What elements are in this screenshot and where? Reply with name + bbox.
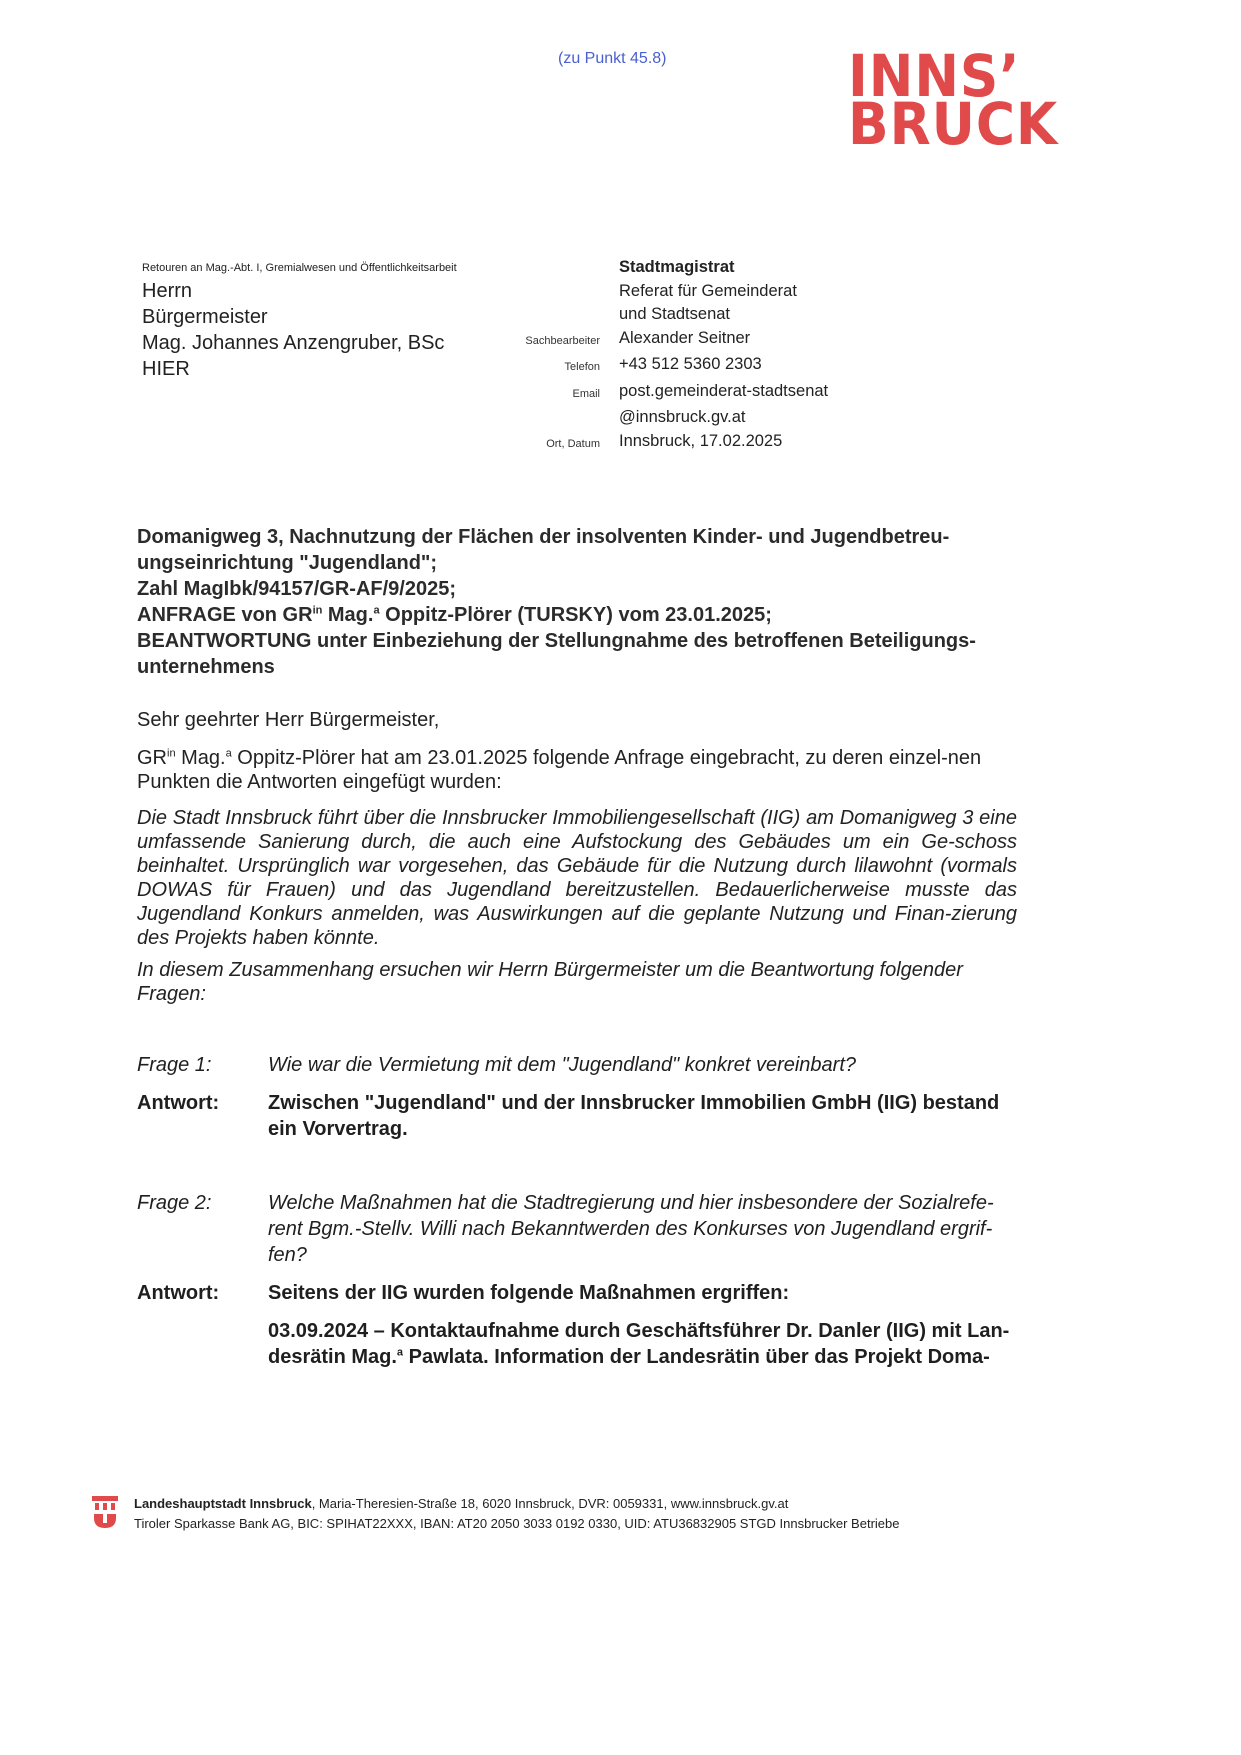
phone-label: Telefon [564,361,600,373]
sender-dept: und Stadtsenat [619,305,731,323]
salutation: Sehr geehrter Herr Bürgermeister, [137,709,440,731]
clerk-label: Sachbearbeiter [525,334,600,347]
city-crest-icon [92,1496,118,1530]
subject-block [137,524,1017,680]
question-1 [137,1052,1017,1142]
question-label: Frage 2: [137,1192,212,1214]
email-address-domain: @innsbruck.gv.at [619,408,746,426]
answer-detail: 03.09.2024 – Kontaktaufnahme durch Geschäftsführer Dr. Danler (IIG) mit Lan-desrätin Mag.$^a$ Pawlata. Information der Landesrätin über das Projekt Doma- [268,1320,1010,1368]
innsbruck-logo [848,42,1059,158]
recipient-line: Herrn [142,280,193,302]
email-address: post.gemeinderat-stadtsenat [619,381,829,400]
footer-bank-details: Tiroler Sparkasse Bank AG, BIC: SPIHAT22XXX, IBAN: AT20 2050 3033 0192 0330, UID: ATU36832905 STGD Innsbrucker Betriebe [134,1516,900,1531]
recipient-line: HIER [142,358,190,380]
agenda-reference: (zu Punkt 45.8) [558,50,667,67]
recipient-line: Bürgermeister [142,306,268,328]
sender-org: Stadtmagistrat [619,258,735,276]
phone-number: +43 512 5360 2303 [619,355,762,373]
answer-label: Antwort: [137,1282,220,1304]
answer-text: Zwischen "Jugendland" und der Innsbrucker Immobilien GmbH (IIG) bestand ein Vorvertrag. [268,1092,1000,1140]
inquiry-request: In diesem Zusammenhang ersuchen wir Herrn Bürgermeister um die Beantwortung folgender Fragen: [137,959,963,1005]
question-text: Welche Maßnahmen hat die Stadtregierung und hier insbesondere der Sozialrefe-rent Bgm.-Stellv. Willi nach Bekanntwerden des Konkurses von Jugendland ergrif-fen? [268,1192,994,1266]
question-text: Wie war die Vermietung mit dem "Jugendland" konkret vereinbart? [268,1054,857,1076]
logo-line-2: BRUCK [848,90,1059,158]
answer-text: Seitens der IIG wurden folgende Maßnahmen ergriffen: [268,1282,790,1304]
email-label: Email [572,387,600,400]
intro-paragraph: $GR^{in}$ Mag.$^a$ Oppitz-Plörer hat am 23.01.2025 folgende Anfrage eingebracht, zu deren einzel-nen Punkten die Antworten eingefügt wurden: [137,747,982,793]
answer-label: Antwort: [137,1092,220,1114]
footer-address: Landeshauptstadt Innsbruck, Maria-Theresien-Straße 18, 6020 Innsbruck, DVR: 0059331, www.innsbruck.gv.at [134,1496,789,1511]
return-address-line: Retouren an Mag.-Abt. I, Gremialwesen und Öffentlichkeitsarbeit [142,262,457,274]
logo-line-1: INNS’ [848,42,1021,110]
sender-block [520,256,828,456]
clerk-name: Alexander Seitner [619,328,751,347]
subject-inquiry: ANFRAGE von $GR^{in}$ Mag.$^a$ Oppitz-Plörer (TURSKY) vom 23.01.2025; [137,604,772,626]
place-date: Innsbruck, 17.02.2025 [619,431,783,450]
question-2 [137,1190,1017,1370]
inquiry-quote: Die Stadt Innsbruck führt über die Innsbrucker Immobiliengesellschaft (IIG) am Domanigweg 3 eine umfassende Sanierung durch, die auch eine Aufstockung des Gebäudes um ein Ge-schoss beinhaltet. Ursprünglich war vorgesehen, das Gebäude für die Nutzung durch lilawohnt (vormals DOWAS für Frauen) und das Jugendland bereitzustellen. Bedauerlicherweise musste das Jugendland Konkurs anmelden, was Auswirkungen auf die geplante Nutzung und Finan-zierung des Projekts haben könnte. [137,807,1017,949]
subject-file-number: Zahl MagIbk/94157/GR-AF/9/2025; [137,578,457,600]
recipient-address [142,278,444,382]
date-label: Ort, Datum [546,437,600,450]
subject-title: Domanigweg 3, Nachnutzung der Flächen der insolventen Kinder- und Jugendbetreu-ungseinrichtung "Jugendland"; [137,526,950,574]
question-label: Frage 1: [137,1054,212,1076]
sender-dept: Referat für Gemeinderat [619,281,797,300]
recipient-line: Mag. Johannes Anzengruber, BSc [142,332,445,354]
subject-response: BEANTWORTUNG unter Einbeziehung der Stellungnahme des betroffenen Beteiligungs-unternehmens [137,630,976,678]
